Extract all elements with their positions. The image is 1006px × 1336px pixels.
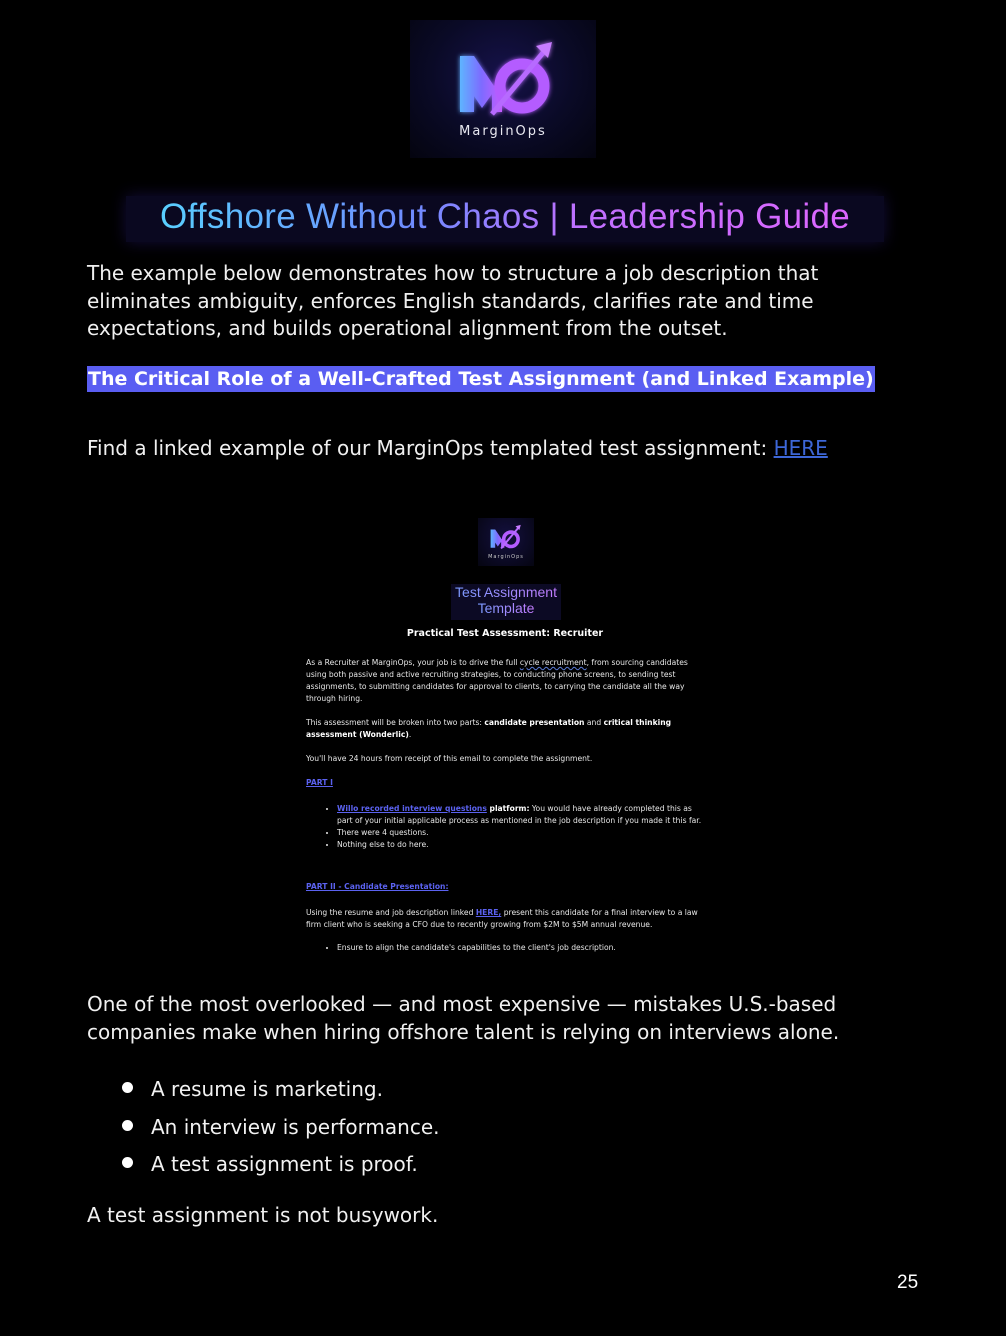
part1-link[interactable]: PART I	[306, 778, 333, 787]
p4-text-a: Using the resume and job description linked	[306, 908, 476, 917]
p2-and: and	[584, 718, 604, 727]
mini-subtitle: Practical Test Assessment: Recruiter	[406, 628, 604, 639]
p2-end: .	[408, 730, 412, 739]
test-assignment-template-title	[451, 584, 561, 620]
part2-link[interactable]: PART II - Candidate Presentation:	[306, 882, 449, 891]
part2-heading	[306, 881, 706, 893]
part1-item-1	[337, 803, 706, 827]
part1-list	[306, 803, 706, 851]
p2-text-a: This assessment will be broken into two parts:	[306, 718, 485, 727]
mini-paragraph-1	[306, 657, 706, 705]
p2-bold-1: candidate presentation	[484, 718, 585, 727]
p1-text-b: , from sourcing candidates using both passive and active recruiting strategies, to conducting phone screens, to sending test assignments, to submitting candidates for approval to clients, to carrying the candidate all the way through hiring.	[306, 658, 688, 703]
p1-text-a: As a Recruiter at MarginOps, your job is to drive the full	[306, 658, 520, 667]
item1-bold: platform:	[486, 804, 530, 813]
section-heading: The Critical Role of a Well-Crafted Test Assignment (and Linked Example)	[88, 368, 874, 390]
part1-heading	[306, 777, 706, 789]
mo-arrow-logo-icon	[452, 34, 562, 124]
logo-wordmark: MarginOps	[459, 124, 547, 139]
proof-bullet-list	[119, 1074, 440, 1187]
mini-paragraph-2	[306, 717, 706, 741]
mini-logo-wordmark: MarginOps	[488, 554, 524, 560]
linked-example-text: Find a linked example of our MarginOps templated test assignment:	[87, 436, 774, 460]
p4-text-b: present this candidate for a final interview to a law firm client who is seeking a CFO due to recently growing from $2M to $5M annual revenue.	[306, 908, 698, 929]
part2-list	[306, 942, 706, 954]
marginops-logo	[410, 20, 596, 158]
title-banner	[126, 196, 884, 242]
part1-item-2: • There were 4 questions.	[337, 827, 706, 839]
mini-title-line1: Test Assignment	[455, 584, 557, 600]
bullet-item: A resume is marketing.	[119, 1074, 440, 1112]
bullet-item: An interview is performance.	[119, 1112, 440, 1150]
overlooked-mistakes-paragraph: One of the most overlooked — and most expensive — mistakes U.S.-based companies make when hiring offshore talent is relying on interviews alone.	[87, 992, 840, 1044]
willo-link[interactable]: Willo recorded interview questions	[337, 804, 487, 813]
page-number: 25	[897, 1272, 919, 1293]
mini-paragraph-4	[306, 907, 706, 931]
item1-rest: You would have already completed this as part of your initial applicable process as mentioned in the job description if you made it this far.	[337, 804, 702, 825]
bullet-item: A test assignment is proof.	[119, 1149, 440, 1187]
mini-title-line2: Template	[477, 600, 535, 616]
part2-item-1: • Ensure to align the candidate's capabilities to the client's job description.	[337, 942, 706, 954]
part1-item-3: • Nothing else to do here.	[337, 839, 706, 851]
page-title: Offshore Without Chaos | Leadership Guide	[126, 197, 884, 237]
mo-arrow-logo-icon	[488, 522, 524, 552]
here-link[interactable]: HERE	[773, 436, 828, 460]
linked-example-line	[87, 435, 828, 463]
mini-logo	[478, 518, 534, 566]
p2-bold-2: critical thinking assessment (Wonderlic)	[306, 718, 672, 739]
intro-paragraph: The example below demonstrates how to structure a job description that eliminates ambiguity, enforces English standards, clarifies rate and time expectations, and builds operational alignment from the outset.	[87, 261, 819, 340]
p1-underlined: cycle recruitment	[519, 658, 587, 667]
embedded-test-assignment-preview	[300, 516, 710, 966]
mini-paragraph-3: You'll have 24 hours from receipt of this email to complete the assignment.	[306, 754, 593, 763]
resume-here-link[interactable]: HERE,	[475, 908, 502, 917]
closing-line: A test assignment is not busywork.	[87, 1203, 439, 1227]
